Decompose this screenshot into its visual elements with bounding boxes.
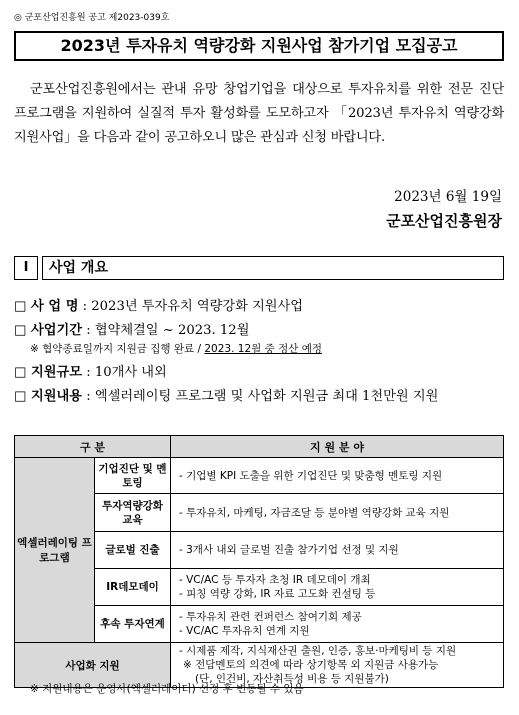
row-description: - 기업별 KPI 도출을 위한 기업진단 및 맞춤형 멘토링 지원 — [171, 458, 504, 494]
item-value: : 협약체결일 ~ 2023. 12월 — [82, 323, 250, 338]
item-label: □ 사업기간 — [14, 323, 83, 338]
group-commercialization-support: 사업화 지원 — [15, 643, 171, 688]
notice-number: ◎ 군포산업진흥원 공고 제2023-039호 — [14, 13, 170, 23]
item-value: : 엑셀러레이팅 프로그램 및 사업화 지원금 최대 1천만원 지원 — [82, 389, 439, 404]
row-subcategory: 후속 투자연계 — [95, 606, 171, 643]
announcement-date: 2023년 6월 19일 — [394, 189, 502, 205]
row-description: - 투자유치 관련 컨퍼런스 참여기회 제공 - VC/AC 투자유치 연계 지원 — [171, 606, 504, 643]
footnote: ※ 지원내용은 운영사(엑셀러레이터) 선정 후 변동될 수 있음 — [30, 683, 304, 695]
row-description: - VC/AC 등 투자자 초청 IR 데모데이 개최 - 피칭 역량 강화, IR 자료 고도화 컨설팅 등 — [171, 569, 504, 606]
item-label: □ 지원규모 — [14, 365, 83, 380]
header-support-field: 지 원 분 야 — [171, 436, 504, 458]
item-label: □ 사 업 명 — [14, 299, 79, 314]
header-category: 구 분 — [15, 436, 171, 458]
row-subcategory: 글로벌 진출 — [95, 532, 171, 569]
row-description: - 시제품 제작, 지식재산권 출원, 인증, 홍보·마케팅비 등 지원 ※ 전담멘토의 의견에 따라 상기항목 외 지원금 사용가능 (단, 인건비, 자산취득성 비용 등 지원불가) — [171, 643, 504, 688]
row-subcategory: 기업진단 및 멘토링 — [95, 458, 171, 494]
issuing-organization: 군포산업진흥원장 — [386, 212, 502, 230]
period-note-settlement: 2023. 12월 중 정산 예정 — [204, 343, 323, 355]
support-table — [14, 435, 504, 688]
period-note — [30, 341, 322, 356]
section-header — [14, 256, 504, 280]
section-number: Ⅰ — [14, 256, 38, 280]
row-subcategory: 투자역량강화 교육 — [95, 494, 171, 532]
group-accelerating-program: 엑셀러레이팅 프로그램 — [15, 458, 95, 643]
intro-paragraph: 군포산업진흥원에서는 관내 유망 창업기업을 대상으로 투자유치를 위한 전문 진단 프로그램을 지원하여 실질적 투자 활성화를 도모하고자 「2023년 투자유치 역량강화 지원사업」을 다음과 같이 공고하오니 많은 관심과 신청 바랍니다. — [14, 82, 504, 145]
item-label: □ 지원내용 — [14, 389, 83, 404]
period-note-prefix: ※ 협약종료일까지 지원금 집행 완료 / — [30, 343, 205, 355]
item-value: : 2023년 투자유치 역량강화 지원사업 — [78, 299, 304, 314]
row-description: - 투자유치, 마케팅, 자금조달 등 분야별 역량강화 교육 지원 — [171, 494, 504, 532]
section-title: 사업 개요 — [42, 256, 504, 280]
item-project-name — [14, 295, 303, 314]
item-support-scale — [14, 361, 167, 380]
item-support-content — [14, 385, 438, 404]
item-value: : 10개사 내외 — [82, 365, 167, 380]
row-description: - 3개사 내외 글로벌 진출 참가기업 선정 및 지원 — [171, 532, 504, 569]
item-project-period — [14, 319, 249, 338]
row-subcategory: IR데모데이 — [95, 569, 171, 606]
page-title: 2023년 투자유치 역량강화 지원사업 참가기업 모집공고 — [14, 31, 504, 61]
